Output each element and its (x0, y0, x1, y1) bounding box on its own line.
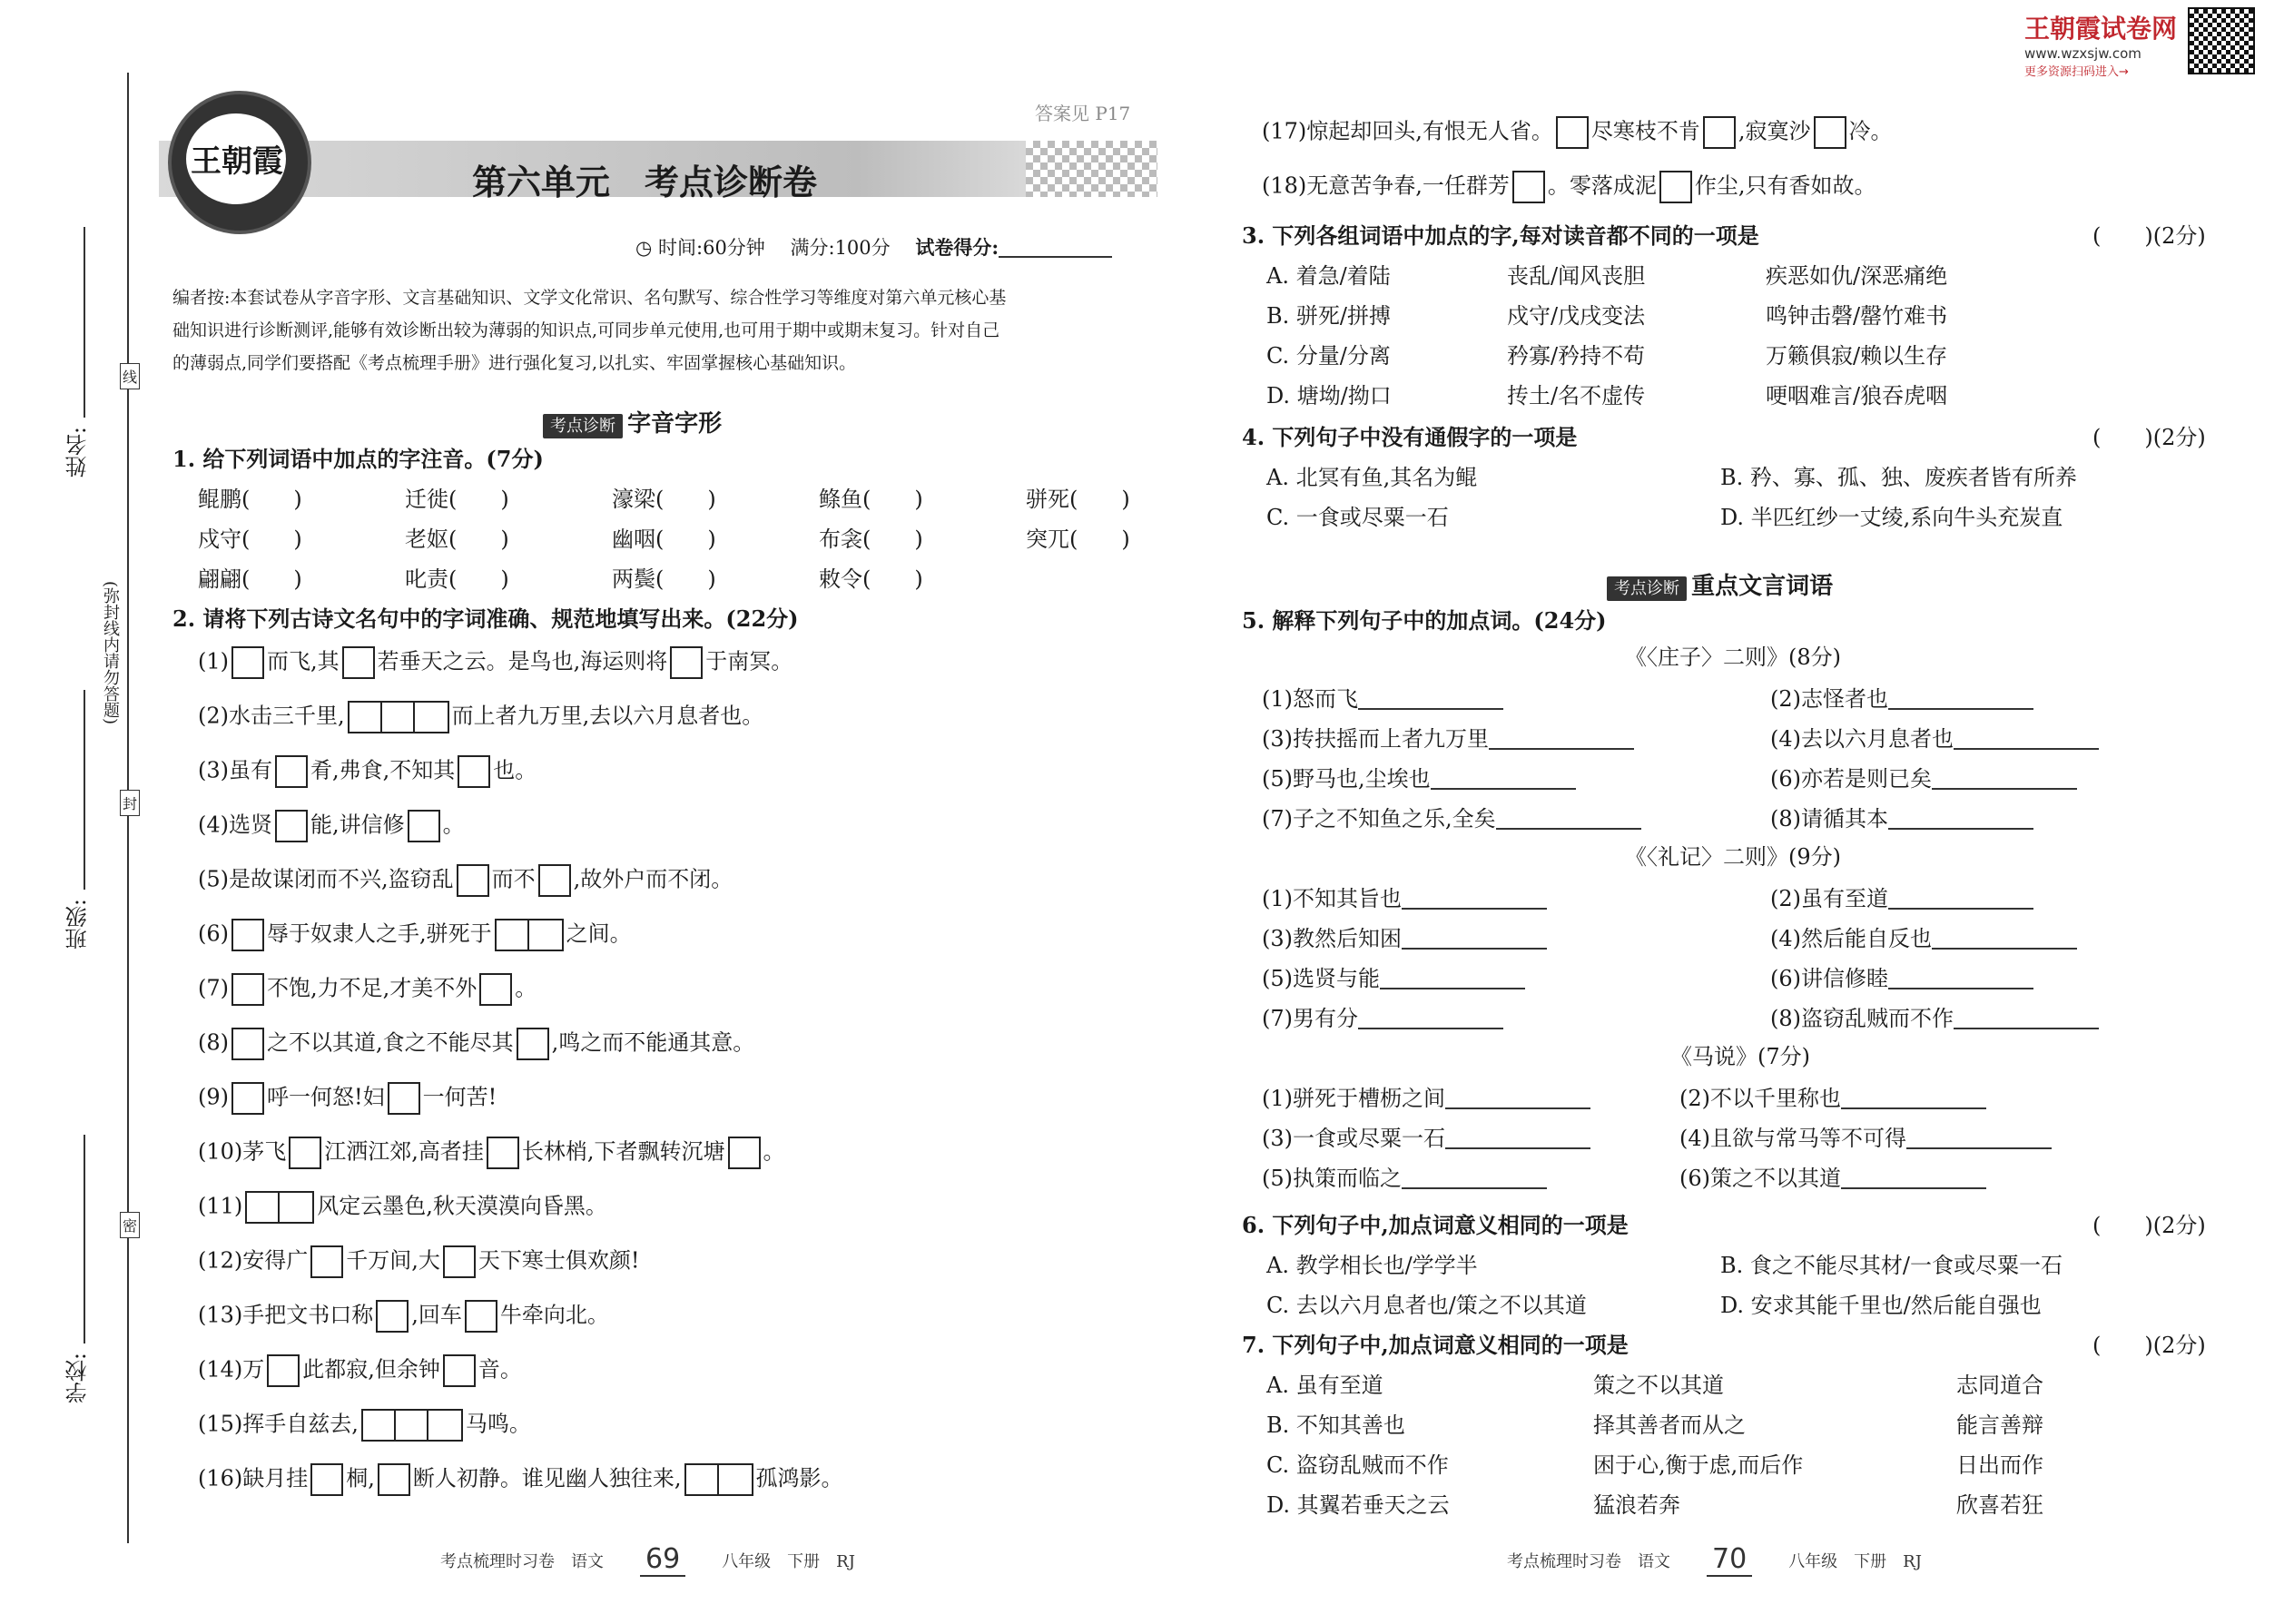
editor-note (172, 281, 1162, 379)
answer-line[interactable] (1932, 926, 2077, 950)
question-text: (6) (198, 920, 229, 947)
q5-item-text: (8)盗窃乱贼而不作 (1770, 1006, 1954, 1031)
right-footer (1507, 1543, 1922, 1577)
full-score: 满分:100分 (790, 237, 891, 259)
q5-item (1262, 766, 1576, 790)
question-text: (13)手把文书口称 (198, 1302, 374, 1328)
option-item: 困于心,衡于虑,而后作 (1593, 1452, 1804, 1478)
answer-cell[interactable] (428, 1411, 461, 1440)
question-text: 辱于奴隶人之手,骈死于 (267, 920, 492, 947)
question-text: (3)虽有 (198, 757, 272, 783)
q5-item-text: (4)且欲与常马等不可得 (1679, 1126, 1906, 1151)
footer-book: 考点梳理时习卷 语文 (1507, 1551, 1670, 1571)
question-text: 之间。 (566, 920, 632, 947)
fill-blank-line (198, 1137, 785, 1169)
q5-item-text: (7)男有分 (1262, 1006, 1358, 1031)
option-item: 策之不以其道 (1593, 1373, 1724, 1398)
q7-answer-slot[interactable]: ( )(2分) (2092, 1333, 2206, 1358)
question-text: (11) (198, 1193, 243, 1219)
question-text: 尽寒枝不肯 (1590, 118, 1700, 144)
answer-line[interactable] (1445, 1086, 1590, 1109)
q5-item (1679, 1126, 2052, 1149)
q5-item (1262, 1086, 1590, 1109)
answer-box[interactable] (487, 1137, 519, 1169)
q5-item (1262, 1006, 1503, 1029)
answer-line[interactable] (1496, 806, 1641, 830)
q4-answer-slot[interactable]: ( )(2分) (2092, 425, 2206, 450)
fill-blank-line (198, 1028, 754, 1060)
q5-group-title: 《〈庄子〉二则》(8分) (1625, 645, 1841, 670)
fill-blank-line (198, 810, 465, 842)
option-item: C. 去以六月息者也/策之不以其道 (1266, 1293, 1587, 1318)
answer-box[interactable] (728, 1137, 761, 1169)
answer-box[interactable] (231, 1028, 264, 1060)
answer-box[interactable] (1556, 116, 1589, 149)
option-item: 哽咽难言/狼吞虎咽 (1766, 383, 1948, 408)
question-text: (12)安得广 (198, 1247, 309, 1274)
answer-cell[interactable] (719, 1465, 752, 1494)
fill-blank-line (198, 1300, 609, 1333)
logo-text: 王朝霞 (191, 143, 283, 180)
answer-box-group[interactable] (245, 1191, 314, 1224)
answer-line[interactable] (1954, 1006, 2099, 1029)
page-number: 69 (640, 1543, 685, 1577)
pinyin-item: 叱责( ) (405, 566, 509, 592)
q5-item-text: (1)骈死于槽枥之间 (1262, 1086, 1445, 1111)
question-text: 之不以其道,食之不能尽其 (267, 1029, 514, 1056)
q5-item-text: (7)子之不知鱼之乐,全矣 (1262, 806, 1496, 832)
side-seal-note: (弥封线内请勿答题) (101, 581, 120, 725)
answer-cell[interactable] (497, 920, 529, 950)
answer-box[interactable] (231, 1082, 264, 1115)
question-text: 。 (442, 812, 465, 838)
question-text: 风定云墨色,秋天漠漠向昏黑。 (317, 1193, 607, 1219)
side-mark-seal: 封 (120, 790, 140, 816)
q5-item-text: (2)虽有至道 (1770, 886, 1888, 911)
q5-item (1770, 886, 2033, 910)
q5-item-text: (1)怒而飞 (1262, 686, 1358, 712)
q6-stem: 6. 下列句子中,加点词意义相同的一项是 (1242, 1212, 1629, 1238)
answer-box[interactable] (670, 646, 703, 679)
answer-box[interactable] (310, 1463, 343, 1496)
question-text: (16)缺月挂 (198, 1465, 309, 1491)
question-text: ,回车 (411, 1302, 462, 1328)
brand-subtitle: 更多资源扫码进入→ (2024, 65, 2129, 79)
answer-cell[interactable] (350, 703, 382, 732)
brand-block (2024, 9, 2177, 79)
option-item: 志同道合 (1956, 1373, 2043, 1398)
option-item: A. 虽有至道 (1266, 1373, 1383, 1398)
answer-line[interactable] (1841, 1086, 1986, 1109)
q5-item-text: (1)不知其旨也 (1262, 886, 1402, 911)
footer-grade: 八年级 下册 RJ (722, 1551, 855, 1571)
qr-code-icon[interactable] (2188, 7, 2255, 74)
fill-blank-line (198, 1191, 607, 1224)
side-class-label: 班级: (65, 899, 91, 950)
question-text: 桐, (346, 1465, 375, 1491)
q5-item-text: (8)请循其本 (1770, 806, 1888, 832)
header-checker (1026, 141, 1157, 197)
answer-cell[interactable] (363, 1411, 396, 1440)
answer-box[interactable] (458, 755, 490, 788)
option-item: D. 安求其能千里也/然后能自强也 (1720, 1293, 2042, 1318)
q5-item-text: (3)教然后知困 (1262, 926, 1402, 951)
question-text: 此都寂,但余钟 (302, 1356, 440, 1383)
pinyin-item: 鲦鱼( ) (819, 487, 923, 512)
answer-box[interactable] (1512, 171, 1545, 203)
option-item: 欣喜若狂 (1956, 1492, 2043, 1518)
answer-line[interactable] (1380, 966, 1525, 989)
pinyin-item: 翩翩( ) (198, 566, 302, 592)
answer-box[interactable] (538, 864, 571, 897)
option-item: 戍守/戊戌变法 (1507, 303, 1646, 329)
fill-blank-line (198, 1082, 497, 1115)
answer-line[interactable] (1402, 1166, 1547, 1189)
answer-cell[interactable] (247, 1193, 280, 1222)
answer-line[interactable] (1489, 726, 1634, 750)
q3-answer-slot[interactable]: ( )(2分) (2092, 223, 2206, 249)
q5-group-title: 《马说》(7分) (1670, 1044, 1810, 1069)
q5-item (1679, 1166, 1986, 1189)
q5-item (1262, 926, 1547, 950)
side-name-label: 姓名: (65, 427, 91, 478)
question-text: (4)选贤 (198, 812, 272, 838)
fill-blank-line (198, 646, 793, 679)
q5-item (1679, 1086, 1986, 1109)
option-item: B. 矜、寡、孤、独、废疾者皆有所养 (1720, 465, 2077, 490)
answer-box[interactable] (465, 1300, 497, 1333)
option-item: D. 其翼若垂天之云 (1266, 1492, 1450, 1518)
pinyin-item: 突兀( ) (1026, 527, 1130, 552)
fill-blank-line (198, 919, 632, 951)
side-class-line (84, 690, 85, 890)
answer-box[interactable] (479, 973, 512, 1006)
answer-cell[interactable] (382, 703, 415, 732)
answer-box[interactable] (231, 646, 264, 679)
question-text: (7) (198, 975, 229, 1001)
answer-line[interactable] (1888, 806, 2033, 830)
q5-item (1262, 1166, 1547, 1189)
question-text: 不饱,力不足,才美不外 (267, 975, 478, 1001)
question-text: 能,讲信修 (310, 812, 405, 838)
option-item: 择其善者而从之 (1593, 1412, 1746, 1438)
fill-blank-line (198, 1245, 640, 1278)
answer-box-group[interactable] (495, 919, 564, 951)
answer-line[interactable] (1841, 1166, 1986, 1189)
question-text: 长林梢,下者飘转沉塘 (521, 1138, 725, 1165)
option-item: 鸣钟击磬/罄竹难书 (1766, 303, 1948, 329)
editor-note-line: 的薄弱点,同学们要搭配《考点梳理手册》进行强化复习,以扎实、牢固掌握核心基础知识。 (172, 353, 857, 373)
section-header-vocab (1607, 567, 1833, 601)
option-item: B. 食之不能尽其材/一食或尽粟一石 (1720, 1253, 2063, 1278)
question-text: 。零落成泥 (1547, 172, 1657, 199)
q5-item-text: (4)去以六月息者也 (1770, 726, 1954, 752)
answer-line[interactable] (1906, 1126, 2052, 1149)
q5-item-text: (5)野马也,尘埃也 (1262, 766, 1431, 792)
option-item: D. 塘坳/拗口 (1266, 383, 1392, 408)
question-text: 呼一何怒!妇 (267, 1084, 385, 1110)
answer-line[interactable] (1431, 766, 1576, 790)
question-text: 音。 (478, 1356, 522, 1383)
answer-box[interactable] (1703, 116, 1736, 149)
time-limit: 时间:60分钟 (658, 237, 765, 259)
pinyin-item: 老妪( ) (405, 527, 509, 552)
pinyin-item: 骈死( ) (1026, 487, 1130, 512)
answer-line[interactable] (1888, 686, 2033, 710)
q5-item-text: (2)不以千里称也 (1679, 1086, 1841, 1111)
option-item: A. 着急/着陆 (1266, 263, 1391, 289)
section-title: 重点文言词语 (1691, 573, 1834, 600)
fill-blank-line (198, 864, 733, 897)
question-text: (2)水击三千里, (198, 703, 345, 729)
side-school-label: 学校: (65, 1353, 91, 1404)
question-text: 于南冥。 (705, 648, 793, 674)
pinyin-item: 两鬓( ) (612, 566, 716, 592)
page-title: 第六单元 考点诊断卷 (472, 162, 818, 202)
question-text: 肴,弗食,不知其 (310, 757, 456, 783)
question-text: 作尘,只有香如故。 (1694, 172, 1876, 199)
answer-box-group[interactable] (684, 1463, 753, 1496)
option-item: 矜寡/矜持不苟 (1507, 343, 1646, 369)
answer-box[interactable] (342, 646, 375, 679)
question-text: 断人初静。谁见幽人独往来, (412, 1465, 682, 1491)
question-text: (18)无意苦争春,一任群芳 (1262, 172, 1510, 199)
answer-cell[interactable] (396, 1411, 428, 1440)
score-field[interactable] (999, 234, 1112, 258)
q5-item-text: (3)抟扶摇而上者九万里 (1262, 726, 1489, 752)
q5-item-text: (5)执策而临之 (1262, 1166, 1402, 1191)
answer-box[interactable] (267, 1354, 300, 1387)
q5-item-text: (4)然后能自反也 (1770, 926, 1932, 951)
answer-line[interactable] (1888, 886, 2033, 910)
q5-item (1262, 806, 1641, 830)
option-item: B. 不知其善也 (1266, 1412, 1405, 1438)
question-text: 也。 (493, 757, 537, 783)
question-text: 一何苦! (422, 1084, 497, 1110)
answer-box[interactable] (408, 810, 440, 842)
q5-item (1770, 966, 2033, 989)
answer-box[interactable] (378, 1463, 410, 1496)
side-school-line (84, 1135, 85, 1343)
question-text: 而不 (491, 866, 536, 892)
q2-stem: 2. 请将下列古诗文名句中的字词准确、规范地填写出来。(22分) (172, 605, 799, 632)
question-text: (1) (198, 648, 229, 674)
pinyin-item: 幽咽( ) (612, 527, 716, 552)
question-text: 江洒江郊,高者挂 (324, 1138, 484, 1165)
answer-line[interactable] (1402, 926, 1547, 950)
answer-box[interactable] (443, 1245, 476, 1278)
fill-blank-line (1262, 171, 1876, 203)
fill-blank-line (1262, 116, 1893, 149)
answer-cell[interactable] (529, 920, 562, 950)
question-text: 若垂天之云。是鸟也,海运则将 (377, 648, 668, 674)
q5-item (1262, 966, 1525, 989)
q5-item (1770, 806, 2033, 830)
q5-item (1770, 726, 2099, 750)
question-text: (10)茅飞 (198, 1138, 287, 1165)
answer-box[interactable] (289, 1137, 321, 1169)
option-item: 猛浪若奔 (1593, 1492, 1680, 1518)
answer-line[interactable] (1358, 686, 1503, 710)
question-text: (9) (198, 1084, 229, 1110)
answer-box-group[interactable] (361, 1409, 463, 1442)
fill-blank-line (198, 1354, 522, 1387)
q5-item (1262, 726, 1634, 750)
q1-stem: 1. 给下列词语中加点的字注音。(7分) (172, 446, 544, 472)
question-text: (15)挥手自兹去, (198, 1411, 359, 1437)
answer-box[interactable] (1814, 116, 1846, 149)
pinyin-item: 迁徙( ) (405, 487, 509, 512)
section-header-pronunciation (543, 405, 722, 438)
answer-box[interactable] (388, 1082, 420, 1115)
q5-stem: 5. 解释下列句子中的加点词。(24分) (1242, 607, 1607, 634)
answer-line[interactable] (1954, 726, 2099, 750)
option-item: 能言善辩 (1956, 1412, 2043, 1438)
question-text: (17)惊起却回头,有恨无人省。 (1262, 118, 1553, 144)
editor-note-line: 编者按:本套试卷从字音字形、文言基础知识、文学文化常识、名句默写、综合性学习等维度对第六单元核心基 (172, 288, 1007, 308)
q5-item (1262, 1126, 1590, 1149)
option-item: B. 骈死/拼搏 (1266, 303, 1391, 329)
question-text: 牛牵向北。 (499, 1302, 609, 1328)
q5-item-text: (2)志怪者也 (1770, 686, 1888, 712)
clock-icon: ◷ (635, 237, 653, 259)
answer-line[interactable] (1358, 1006, 1503, 1029)
question-text: 而飞,其 (267, 648, 340, 674)
answer-box[interactable] (517, 1028, 549, 1060)
option-item: C. 盗窃乱贼而不作 (1266, 1452, 1449, 1478)
q5-group-title: 《〈礼记〉二则》(9分) (1625, 844, 1841, 870)
question-text: ,鸣之而不能通其意。 (551, 1029, 755, 1056)
question-text: 孤鸿影。 (755, 1465, 843, 1491)
option-item: 万籁俱寂/赖以生存 (1766, 343, 1948, 369)
answer-box[interactable] (443, 1354, 476, 1387)
answer-line[interactable] (1888, 966, 2033, 989)
brand-url: www.wzxsjw.com (2024, 45, 2141, 62)
q5-item-text: (6)策之不以其道 (1679, 1166, 1841, 1191)
fill-blank-line (198, 973, 537, 1006)
q5-item (1770, 1006, 2099, 1029)
question-text: 天下寒士俱欢颜! (478, 1247, 640, 1274)
q4-stem: 4. 下列句子中没有通假字的一项是 (1242, 424, 1578, 450)
editor-note-line: 础知识进行诊断测评,能够有效诊断出较为薄弱的知识点,可同步单元使用,也可用于期中或期末复习。针对自己 (172, 320, 1000, 340)
pinyin-item: 戍守( ) (198, 527, 302, 552)
fill-blank-line (198, 701, 763, 733)
question-text: ,故外户而不闭。 (573, 866, 733, 892)
pinyin-item: 鲲鹏( ) (198, 487, 302, 512)
question-text: (8) (198, 1029, 229, 1056)
q5-item (1770, 766, 2077, 790)
answer-box[interactable] (457, 864, 489, 897)
answer-box[interactable] (231, 973, 264, 1006)
q5-item-text: (6)亦若是则已矣 (1770, 766, 1932, 792)
footer-book: 考点梳理时习卷 语文 (440, 1551, 604, 1571)
question-text: ,寂寞沙 (1738, 118, 1811, 144)
fill-blank-line (198, 1409, 531, 1442)
answer-line[interactable] (1445, 1126, 1590, 1149)
q5-item-text: (6)讲信修睦 (1770, 966, 1888, 991)
answer-box[interactable] (231, 919, 264, 951)
question-text: 千万间,大 (346, 1247, 440, 1274)
left-footer (440, 1543, 855, 1577)
side-mark-secret: 密 (120, 1212, 140, 1238)
pinyin-item: 布衾( ) (819, 527, 923, 552)
score-label: 试卷得分: (915, 236, 999, 259)
answer-box[interactable] (275, 810, 308, 842)
pinyin-item: 敕令( ) (819, 566, 923, 592)
answer-cell[interactable] (686, 1465, 719, 1494)
question-text: 马鸣。 (465, 1411, 531, 1437)
q6-answer-slot[interactable]: ( )(2分) (2092, 1213, 2206, 1238)
question-text: (14)万 (198, 1356, 265, 1383)
q7-stem: 7. 下列句子中,加点词意义相同的一项是 (1242, 1332, 1629, 1358)
option-item: A. 教学相长也/学学半 (1266, 1253, 1478, 1278)
fill-blank-line (198, 1463, 843, 1496)
section-title: 字音字形 (627, 410, 723, 438)
question-text: 而上者九万里,去以六月息者也。 (451, 703, 764, 729)
option-item: A. 北冥有鱼,其名为鲲 (1266, 465, 1478, 490)
footer-grade: 八年级 下册 RJ (1788, 1551, 1922, 1571)
answer-box-group[interactable] (348, 701, 449, 733)
option-item: C. 一食或尽粟一石 (1266, 505, 1449, 530)
answer-line[interactable] (1402, 886, 1547, 910)
q5-item (1770, 686, 2033, 710)
section-tag: 考点诊断 (543, 414, 623, 438)
page-number: 70 (1707, 1543, 1752, 1577)
answer-cell[interactable] (415, 703, 448, 732)
option-item: 疾恶如仇/深恶痛绝 (1766, 263, 1948, 289)
answer-box[interactable] (1659, 171, 1692, 203)
q5-item (1770, 926, 2077, 950)
answer-box[interactable] (310, 1245, 343, 1278)
answer-ref: 答案见 P17 (1035, 103, 1131, 124)
answer-line[interactable] (1932, 766, 2077, 790)
question-text: 。 (515, 975, 537, 1001)
q3-stem: 3. 下列各组词语中加点的字,每对读音都不同的一项是 (1242, 222, 1759, 249)
exam-meta (635, 234, 1112, 258)
option-item: 丧乱/闻风丧胆 (1507, 263, 1646, 289)
section-tag: 考点诊断 (1607, 576, 1687, 601)
question-text: 冷。 (1848, 118, 1893, 144)
option-item: D. 半匹红纱一丈绫,系向牛头充炭直 (1720, 505, 2063, 530)
answer-cell[interactable] (280, 1193, 312, 1222)
pinyin-item: 濠梁( ) (612, 487, 716, 512)
question-text: (5)是故谋闭而不兴,盗窃乱 (198, 866, 454, 892)
q5-item-text: (3)一食或尽粟一石 (1262, 1126, 1445, 1151)
answer-box[interactable] (376, 1300, 409, 1333)
q5-item-text: (5)选贤与能 (1262, 966, 1380, 991)
option-item: C. 分量/分离 (1266, 343, 1391, 369)
side-mark-line: 线 (120, 363, 140, 389)
q5-item (1262, 686, 1503, 710)
option-item: 日出而作 (1956, 1452, 2043, 1478)
fill-blank-line (198, 755, 537, 788)
question-text: 。 (763, 1138, 785, 1165)
option-item: 抟土/名不虚传 (1507, 383, 1646, 408)
q5-item (1262, 886, 1547, 910)
brand-name: 王朝霞试卷网 (2024, 14, 2178, 44)
answer-box[interactable] (275, 755, 308, 788)
side-name-line (84, 227, 85, 418)
